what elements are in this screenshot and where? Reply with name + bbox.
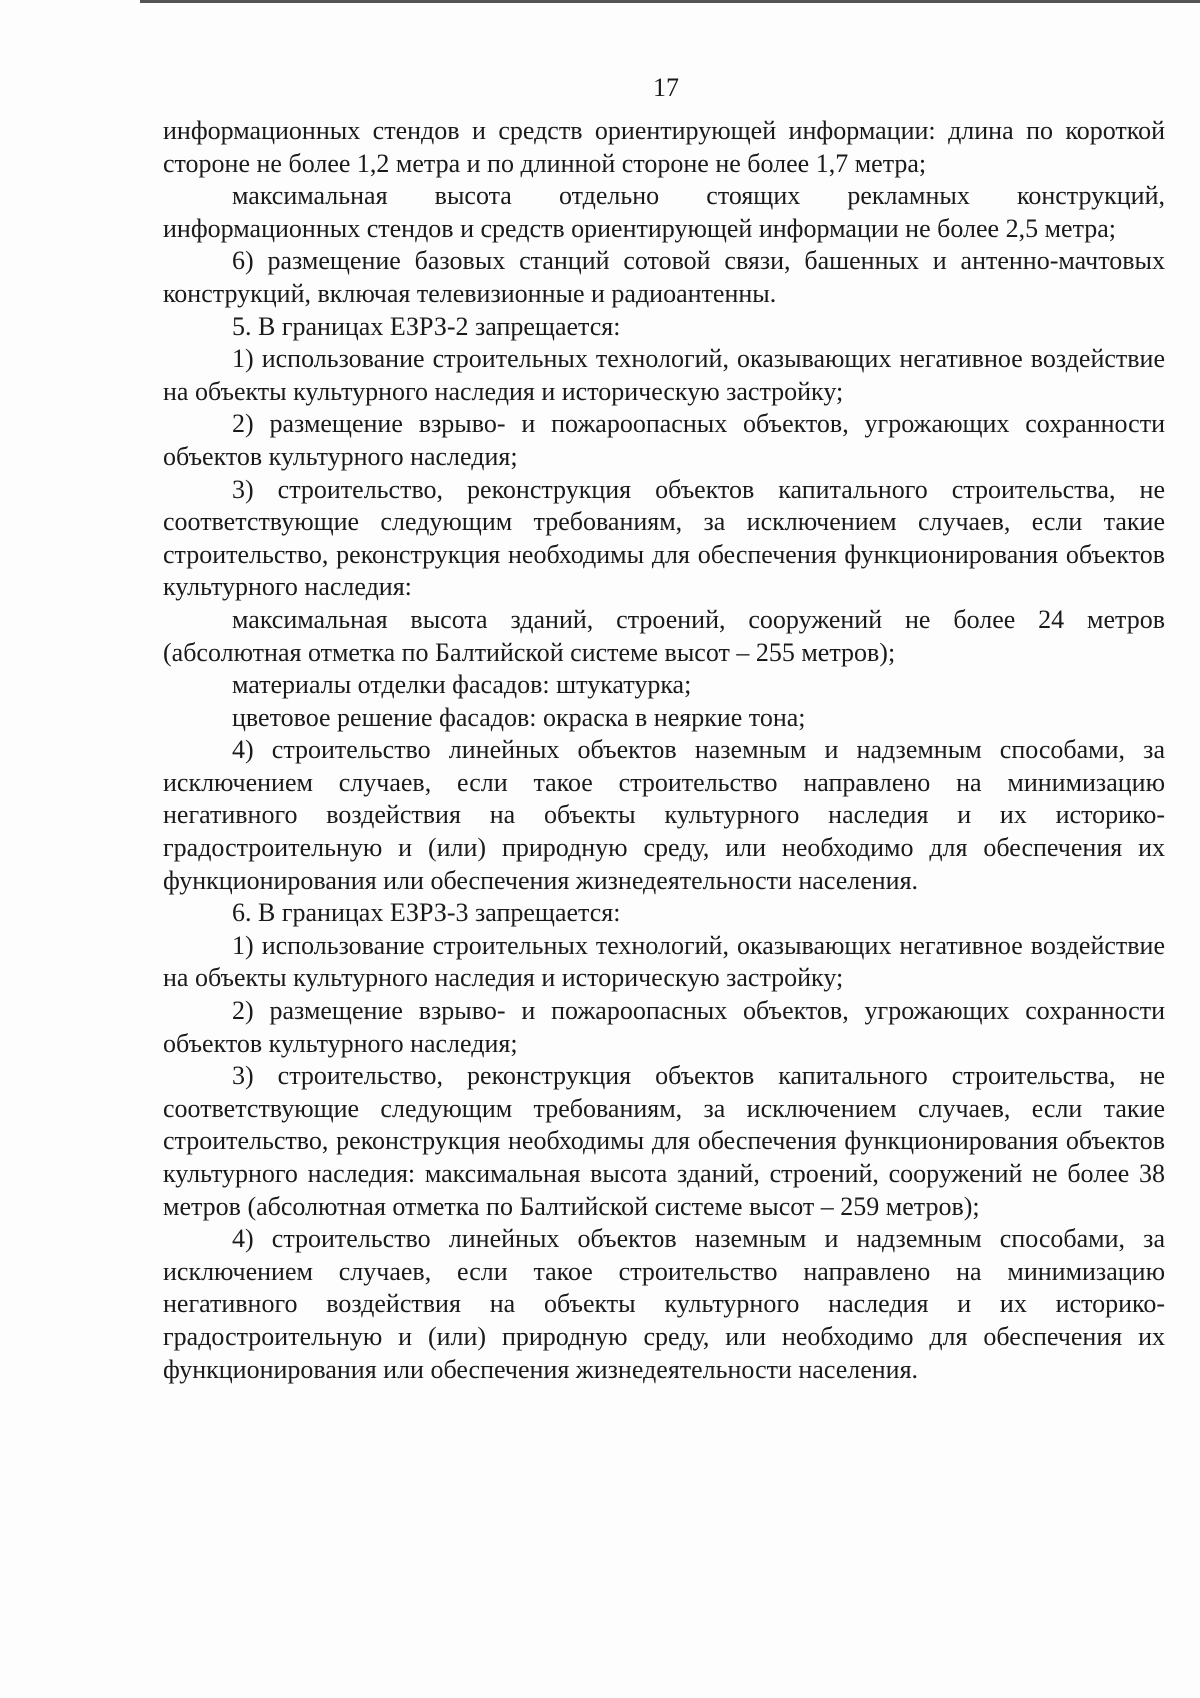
section-5-item-2: 2) размещение взрыво- и пожароопасных объектов, угрожающих сохранности объектов культурного наследия; (163, 409, 1165, 471)
section-5-item-3-colors: цветовое решение фасадов: окраска в неяркие тона; (232, 702, 806, 732)
section-5-heading: 5. В границах ЕЗРЗ-2 запрещается: (232, 311, 621, 341)
section-6-item-4: 4) строительство линейных объектов наземным и надземным способами, за исключением случаев, если такое строительство направлено на минимизацию негативного воздействия на объекты культурного наследия и их историко-градостроительную и (или) природную среду, или необходимо для обеспечения их функционирования или обеспечения жизнедеятельности населения. (163, 1224, 1165, 1384)
section-5-item-3: 3) строительство, реконструкция объектов капитального строительства, не соответствующие следующим требованиям, за исключением случаев, если такие строительство, реконструкция необходимы для обеспечения функционирования объектов культурного наследия: (163, 474, 1165, 602)
section-5-item-3-height: максимальная высота зданий, строений, сооружений не более 24 метров (абсолютная отметка по Балтийской системе высот – 255 метров); (163, 604, 1165, 667)
paragraph-1: информационных стендов и средств ориентирующей информации: длина по короткой стороне не более 1,2 метра и по длинной стороне не более 1,7 метра; (163, 116, 1165, 178)
section-6-heading: 6. В границах ЕЗРЗ-3 запрещается: (232, 898, 621, 928)
section-5-item-3-materials: материалы отделки фасадов: штукатурка; (232, 670, 692, 700)
section-6-item-2: 2) размещение взрыво- и пожароопасных объектов, угрожающих сохранности объектов культурного наследия; (163, 996, 1165, 1058)
paragraph-3: 6) размещение базовых станций сотовой связи, башенных и антенно-мачтовых конструкций, включая телевизионные и радиоантенны. (163, 246, 1165, 308)
page-number: 17 (653, 73, 679, 102)
document-body (163, 115, 1165, 1386)
section-6-item-3: 3) строительство, реконструкция объектов капитального строительства, не соответствующие следующим требованиям, за исключением случаев, если такие строительство, реконструкция необходимы для обеспечения функционирования объектов культурного наследия: максимальная высота зданий, строений, сооружений не более 38 метров (абсолютная отметка по Балтийской системе высот – 259 метров); (163, 1061, 1165, 1221)
paragraph-2: максимальная высота отдельно стоящих рекламных конструкций, информационных стендов и средств ориентирующей информации не более 2,5 метра; (163, 181, 1165, 243)
section-5-item-4: 4) строительство линейных объектов наземным и надземным способами, за исключением случаев, если такое строительство направлено на минимизацию негативного воздействия на объекты культурного наследия и их историко-градостроительную и (или) природную среду, или необходимо для обеспечения их функционирования или обеспечения жизнедеятельности населения. (163, 735, 1165, 895)
section-6-item-1: 1) использование строительных технологий, оказывающих негативное воздействие на объекты культурного наследия и историческую застройку; (163, 930, 1165, 993)
top-scan-edge (140, 0, 1200, 3)
section-5-item-1: 1) использование строительных технологий, оказывающих негативное воздействие на объекты культурного наследия и историческую застройку; (163, 344, 1165, 406)
